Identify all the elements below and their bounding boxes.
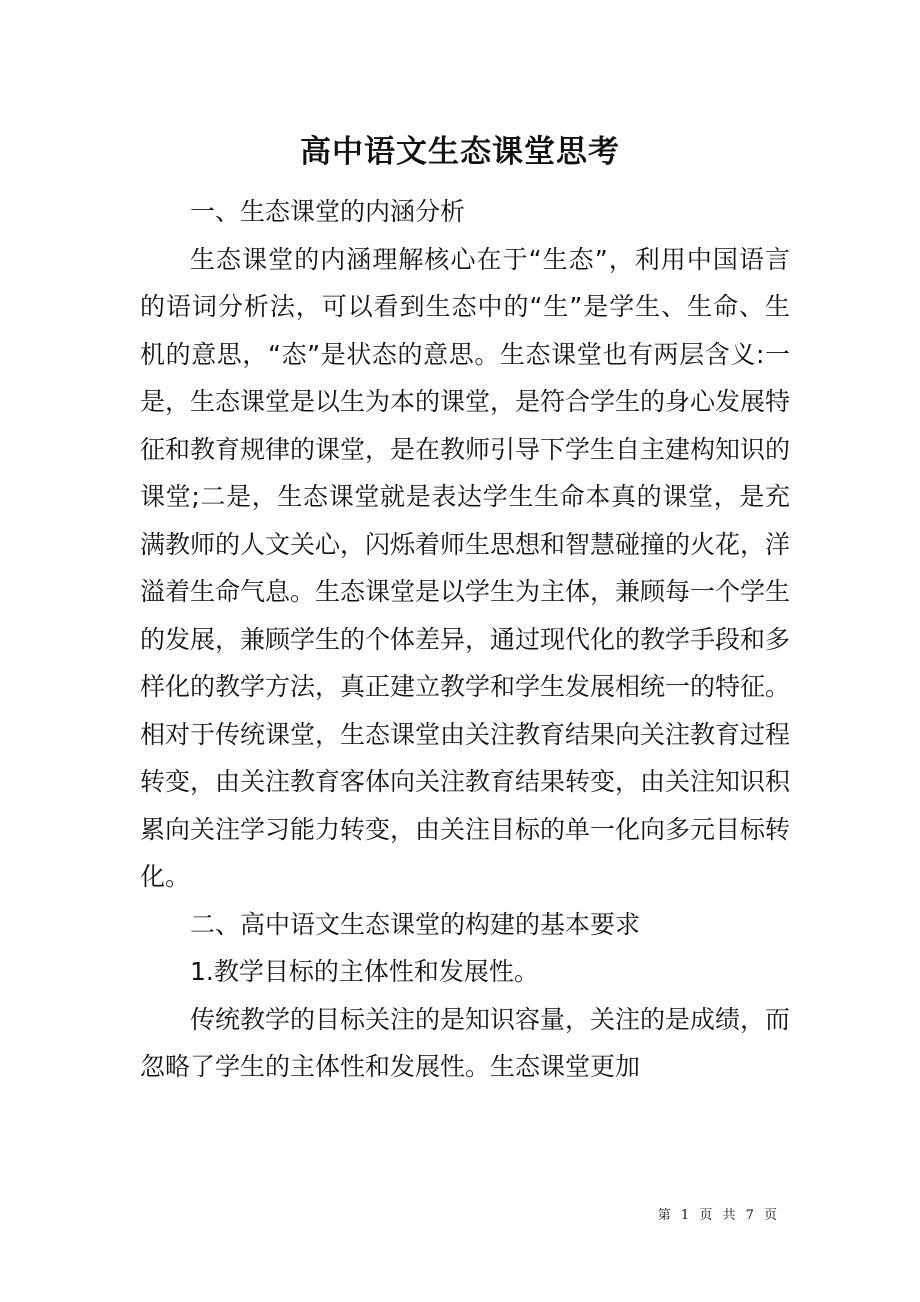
document-title: 高中语文生态课堂思考 [300,134,620,170]
page-number-footer: 第 1 页 共 7 页 [657,1208,780,1223]
sub-heading-1: 1.教学目标的主体性和发展性。 [190,957,539,986]
section-heading-2: 二、高中语文生态课堂的构建的基本要求 [190,909,641,939]
section-heading-1: 一、生态课堂的内涵分析 [190,197,466,226]
body-paragraph-1: 生态课堂的内涵理解核心在于“生态”，利用中国语言的语词分析法，可以看到生态中的“生”是学生、生命、生机的意思，“态”是状态的意思。生态课堂也有两层含义:一是，生态课堂是以生为本的课堂，是符合学生的身心发展特征和教育规律的课堂，是在教师引导下学生自主建构知识的课堂;二是，生态课堂就是表达学生生命本真的课堂，是充满教师的人文关心，闪烁着师生思想和智慧碰撞的火花，洋溢着生命气息。生态课堂是以学生为主体，兼顾每一个学生的发展，兼顾学生的个体差异，通过现代化的教学手段和多样化的教学方法，真正建立教学和学生发展相统一的特征。相对于传统课堂，生态课堂由关注教育结果向关注教育过程转变，由关注教育客体向关注教育结果转变，由关注知识积累向关注学习能力转变，由关注目标的单一化向多元目标转化。 [140,244,791,891]
document-body [140,188,790,1091]
body-paragraph-2: 传统教学的目标关注的是知识容量，关注的是成绩，而忽略了学生的主体性和发展性。生态课堂更加 [140,1004,791,1081]
